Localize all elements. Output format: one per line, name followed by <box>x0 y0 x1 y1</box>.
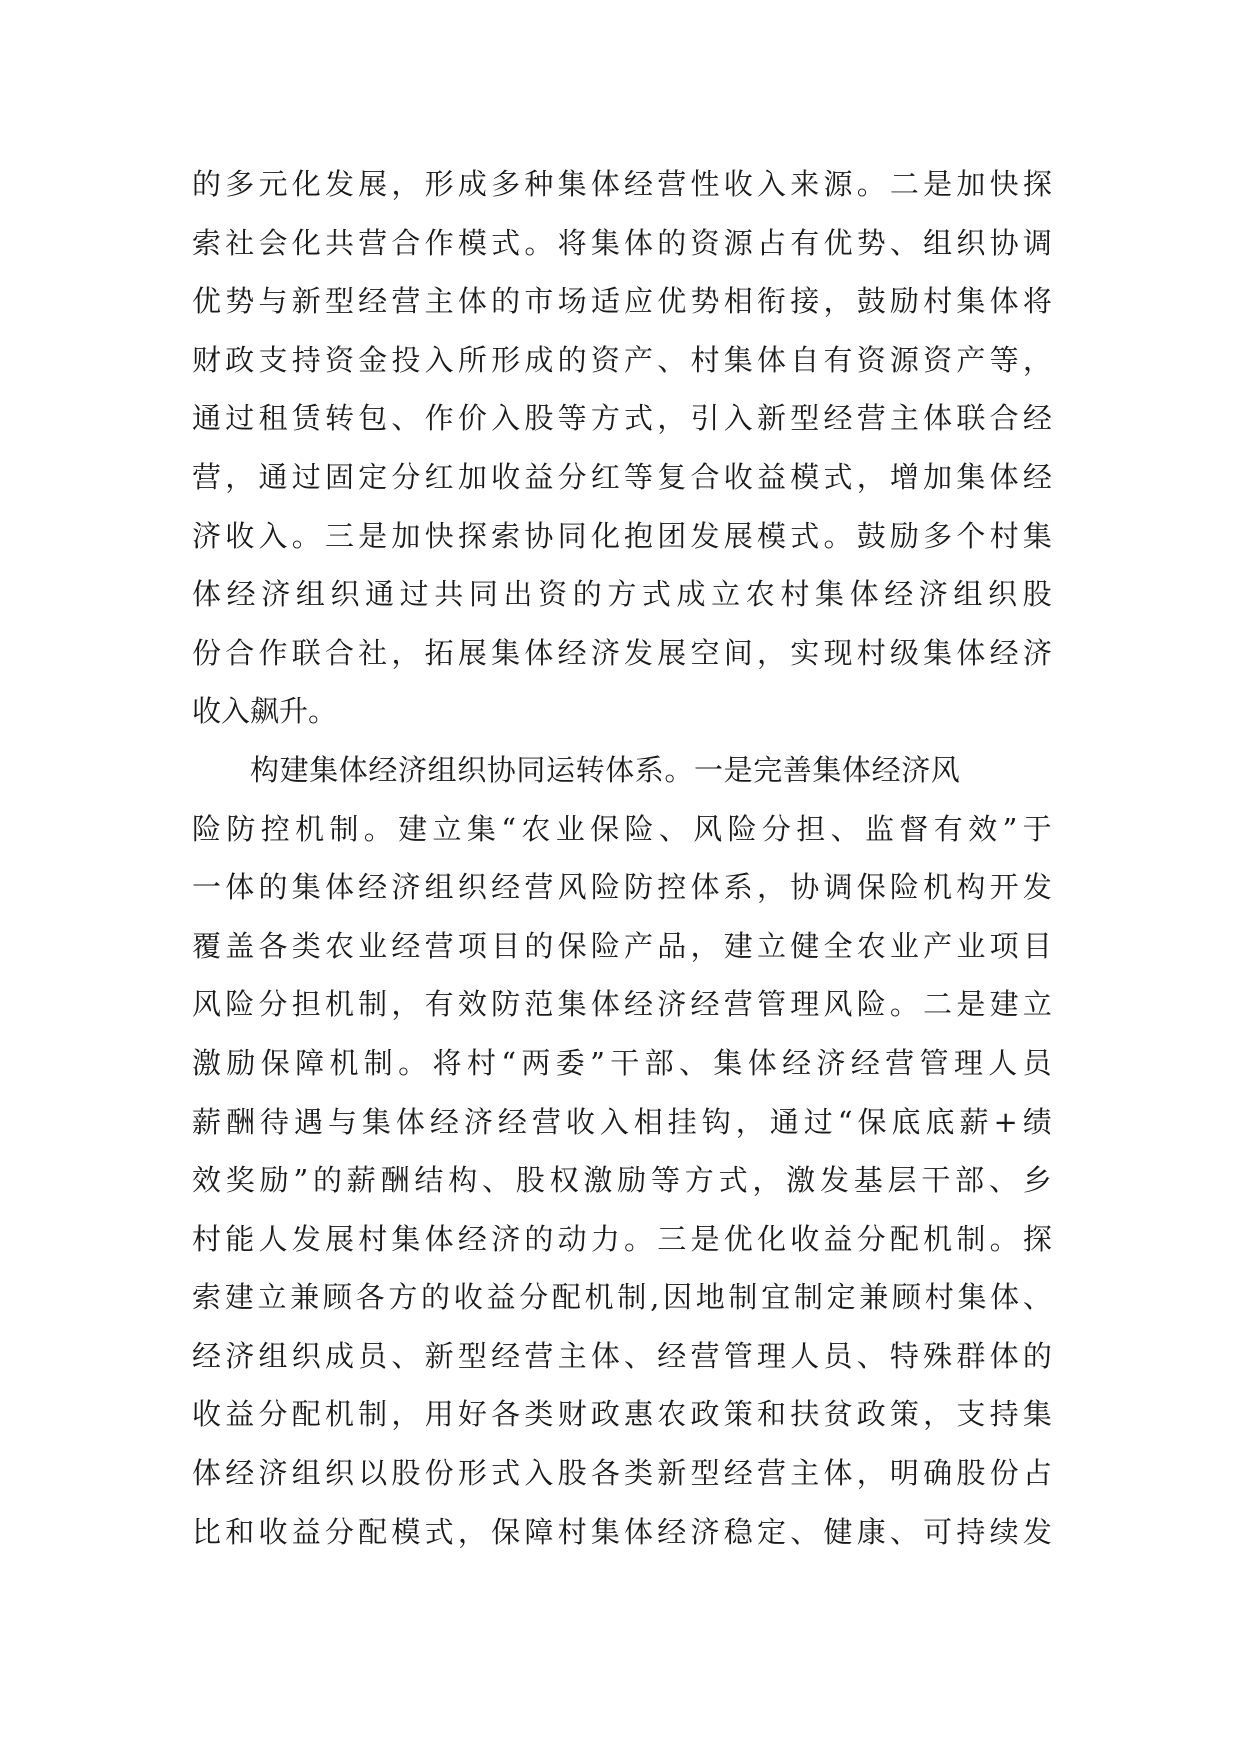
text-line: 营 ， 通 过 固 定 分 红 加 收 益 分 红 等 复 合 收 益 模 式 ， 增 加 集 体 经 <box>192 459 1052 494</box>
text-line: 通 过 租 赁 转 包 、 作 价 入 股 等 方 式 ， 引 入 新 型 经 营 主 体 联 合 经 <box>192 401 1052 436</box>
text-line: 的 多 元 化 发 展 ， 形 成 多 种 集 体 经 营 性 收 入 来 源 。 二 是 加 快 探 <box>192 167 1052 201</box>
text-line: 索 社 会 化 共 营 合 作 模 式 。 将 集 体 的 资 源 占 有 优 势 、 组 织 协 调 <box>192 225 1052 260</box>
text-line: 比 和 收 益 分 配 模 式 ， 保 障 村 集 体 经 济 稳 定 、 健 康 、 可 持 续 发 <box>192 1514 1052 1549</box>
text-line: 经 济 组 织 成 员 、 新 型 经 营 主 体 、 经 营 管 理 人 员 、 特 殊 群 体 的 <box>192 1338 1052 1373</box>
text-line: 体 经 济 组 织 通 过 共 同 出 资 的 方 式 成 立 农 村 集 体 经 济 组 织 股 <box>192 577 1052 612</box>
text-line: 险 防 控 机 制 。 建 立 集 “ 农 业 保 险 、 风 险 分 担 、 监 督 有 效 ” 于 <box>192 811 1052 846</box>
text-line: 索 建 立 兼 顾 各 方 的 收 益 分 配 机 制 , 因 地 制 宜 制 定 兼 顾 村 集 体 、 <box>192 1280 1052 1315</box>
text-line: 份 合 作 联 合 社 ， 拓 展 集 体 经 济 发 展 空 间 ， 实 现 村 级 集 体 经 济 <box>192 635 1052 670</box>
text-line: 村 能 人 发 展 村 集 体 经 济 的 动 力 。 三 是 优 化 收 益 分 配 机 制 。 探 <box>192 1221 1052 1256</box>
text-line: 济 收 入 。 三 是 加 快 探 索 协 同 化 抱 团 发 展 模 式 。 鼓 励 多 个 村 集 <box>192 518 1052 553</box>
text-line: 薪 酬 待 遇 与 集 体 经 济 经 营 收 入 相 挂 钩 ， 通 过 “ 保 底 底 薪 + 绩 <box>192 1104 1052 1139</box>
text-line: 收入飙升。 <box>192 694 338 729</box>
text-line: 收 益 分 配 机 制 ， 用 好 各 类 财 政 惠 农 政 策 和 扶 贫 政 策 ， 支 持 集 <box>192 1397 1052 1432</box>
text-line: 风 险 分 担 机 制 ， 有 效 防 范 集 体 经 济 经 营 管 理 风 险 。 二 是 建 立 <box>192 987 1052 1022</box>
text-line: 覆 盖 各 类 农 业 经 营 项 目 的 保 险 产 品 ， 建 立 健 全 农 业 产 业 项 目 <box>192 928 1052 963</box>
text-line: 效 奖 励 ” 的 薪 酬 结 构 、 股 权 激 励 等 方 式 ， 激 发 基 层 干 部 、 乡 <box>192 1163 1052 1198</box>
text-line: 优 势 与 新 型 经 营 主 体 的 市 场 适 应 优 势 相 衔 接 ， 鼓 励 村 集 体 将 <box>192 284 1052 319</box>
text-line: 体 经 济 组 织 以 股 份 形 式 入 股 各 类 新 型 经 营 主 体 ， 明 确 股 份 占 <box>192 1456 1052 1491</box>
paragraph-heading-line: 构建集体经济组织协同运转体系。一是完善集体经济风 <box>250 752 961 787</box>
text-line: 财 政 支 持 资 金 投 入 所 形 成 的 资 产 、 村 集 体 自 有 资 源 资 产 等 ， <box>192 342 1052 377</box>
text-line: 激 励 保 障 机 制 。 将 村 “ 两 委 ” 干 部 、 集 体 经 济 经 营 管 理 人 员 <box>192 1045 1052 1080</box>
body-text <box>192 155 1052 1561</box>
text-line: 一 体 的 集 体 经 济 组 织 经 营 风 险 防 控 体 系 ， 协 调 保 险 机 构 开 发 <box>192 870 1052 905</box>
